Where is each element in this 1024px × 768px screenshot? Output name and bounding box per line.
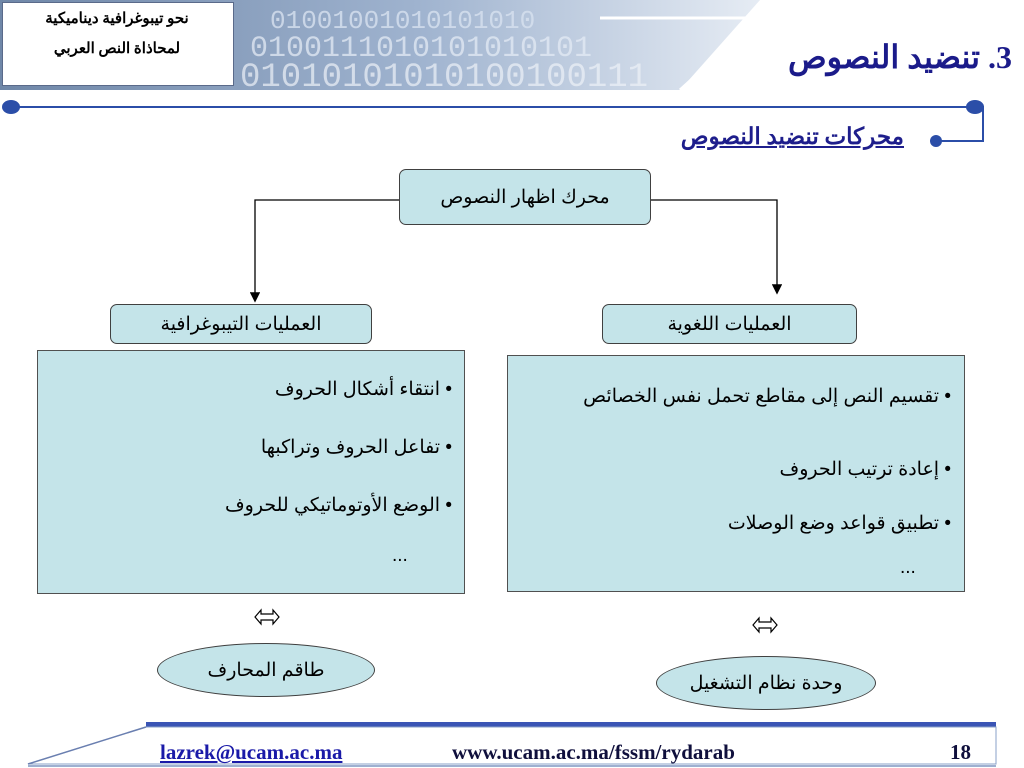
list-item: • انتقاء أشكال الحروف <box>274 379 452 400</box>
list-item: • إعادة ترتيب الحروف <box>779 459 951 480</box>
list-item: • تقسيم النص إلى مقاطع تحمل نفس الخصائص <box>583 386 951 407</box>
website-url: www.ucam.ac.ma/fssm/rydarab <box>452 740 735 764</box>
typographic-operations-box: العمليات التيبوغرافية <box>110 304 372 344</box>
bidirectional-arrow-icon <box>752 616 778 634</box>
linguistic-operations-box: العمليات اللغوية <box>602 304 857 344</box>
email-link[interactable]: lazrek@ucam.ac.ma <box>160 740 343 764</box>
bidirectional-arrow-icon <box>254 608 280 626</box>
svg-text:01010101010100100111: 01010101010100100111 <box>240 59 649 90</box>
slide-title: 3. تنضيد النصوص <box>787 39 1012 75</box>
list-ellipsis: ... <box>900 557 916 578</box>
presentation-title-line1: نحو تيبوغرافية ديناميكية <box>45 11 189 27</box>
section-heading: محركات تنضيد النصوص <box>680 124 904 149</box>
page-number: 18 <box>950 740 971 764</box>
font-set-ellipse: طاقم المحارف <box>157 643 375 697</box>
os-module-ellipse: وحدة نظام التشغيل <box>656 656 876 710</box>
svg-text:0100111010101010101: 0100111010101010101 <box>250 32 593 66</box>
text-rendering-engine-box: محرك اظهار النصوص <box>399 169 651 225</box>
list-ellipsis: ... <box>392 545 408 566</box>
list-item: • تطبيق قواعد وضع الوصلات <box>727 513 951 534</box>
list-item: • الوضع الأوتوماتيكي للحروف <box>224 495 452 516</box>
svg-text:01001001010101010: 01001001010101010 <box>270 6 536 36</box>
list-item: • تفاعل الحروف وتراكبها <box>260 437 452 458</box>
presentation-title-line2: لمحاذاة النص العربي <box>53 41 181 57</box>
